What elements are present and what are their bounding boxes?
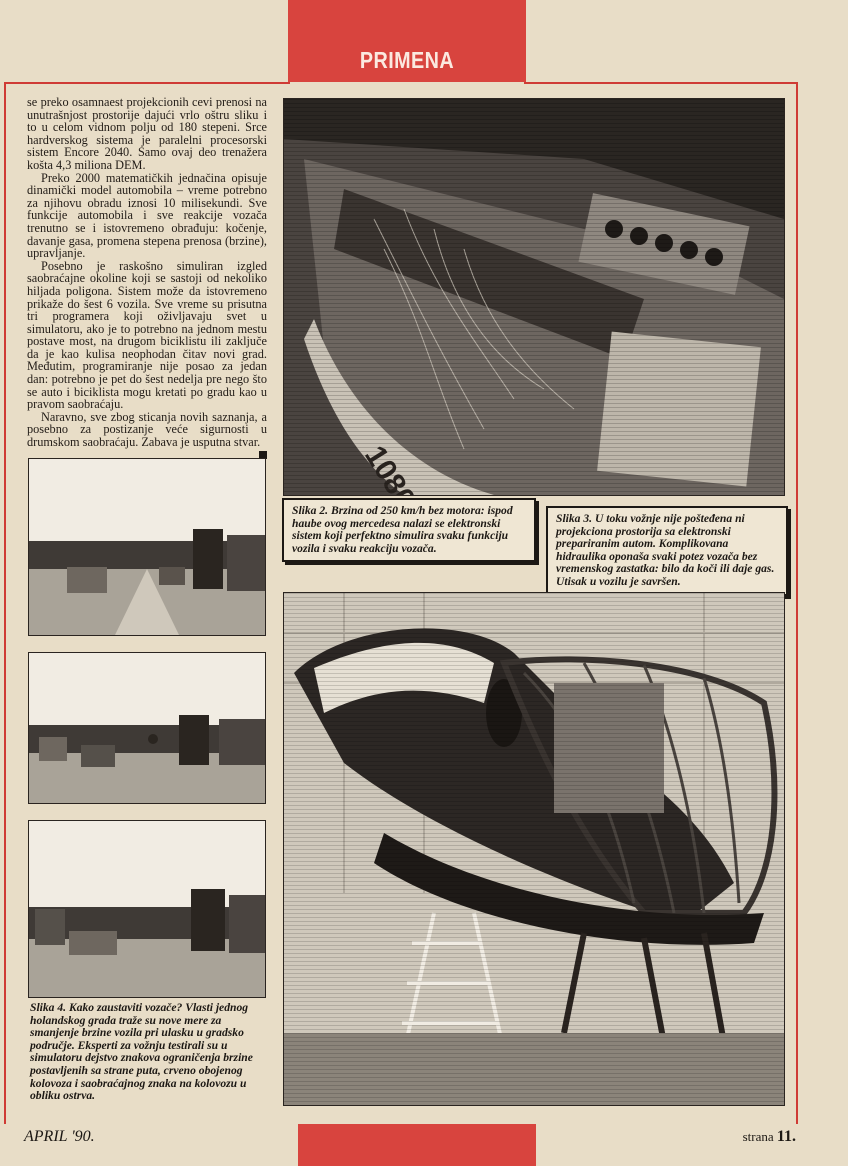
- section-header-banner: [288, 0, 526, 82]
- issue-date: APRIL '90.: [24, 1128, 95, 1145]
- photo-engine-bay: [283, 98, 785, 496]
- article-paragraph: Posebno je raskošno simuliran izgled saobraćajne okoline koji se sastoji od nekoliko hiljada poligona. Sistem može da istovremeno prikaže do šest 6 vozila. Sve vreme su prisutna tri programera koji oživljavaju svet u simulatoru, ako je to potrebno na jednom mestu postave most, na drugom biciklistu ili zaključe da je kao kulisa neophodan čitav novi grad. Međutim, programiranje nije posao za jedan dan: potrebno je pet do šest nedelja pre nego što se auto i biciklista mogu kretati po gradu kao u pravom saobraćaju.: [27, 258, 267, 412]
- footer-banner: [298, 1124, 536, 1166]
- article-body: [27, 96, 267, 459]
- photo-simulated-street-1: [28, 458, 266, 636]
- article-paragraph: Naravno, sve zbog sticanja novih saznanja, a posebno za postizanje veće sigurnosti u drumskom saobraćaju. Zabava je usputna stvar.: [27, 411, 267, 449]
- caption-slika-4: Slika 4. Kako zaustaviti vozače? Vlasti jednog holandskog grada traže su nove mere za smanjenje brzine vozila pri ulasku u gradsko područje. Eksperti za vožnju testirali su u simulatoru dejstvo znakova ograničenja brzine postavljenih sa strane puta, crveno obojenog kolovoza i saobraćajnog znaka na kolovozu u obliku ostrva.: [30, 1001, 253, 1103]
- article-paragraph: se preko osamnaest projekcionih cevi prenosi na unutrašnjost prostorije dajući vrlo oštru sliku i to u celom vidnom polju od 180 stepeni. Srce hardverskog sistema je paralelni procesorski sistem Encore 2040. Samo ovaj deo trenažera košta 4,3 miliona DEM.: [27, 95, 267, 172]
- photo-simulated-street-2: [28, 652, 266, 804]
- caption-slika-3: Slika 3. U toku vožnje nije pošteđena ni projekciona prostorija sa elektronski prepariranim autom. Komplikovana hidraulika oponaša svaki potez vozača bez vremenskog zastatka: bilo da koči ili daje gas. Utisak u vozilu je savršen.: [546, 506, 788, 596]
- frame-line: [4, 84, 6, 1124]
- photo-simulated-street-3: [28, 820, 266, 998]
- frame-line: [796, 84, 798, 1124]
- caption-slika-2: Slika 2. Brzina od 250 km/h bez motora: ispod haube ovog mercedesa nalazi se elektronski sistem koji perfektno simulira svaku funkciju vozila i svaku reakciju vozača.: [282, 498, 536, 562]
- article-paragraph: Preko 2000 matematičkih jednačina opisuje dinamički model automobila – vreme potrebno za njihovu obradu iznosi 10 milisekundi. Sve funkcije automobila i sve reakcije vozača trenutno se i istovremeno obrađuju: kočenje, davanje gasa, promena stepena prenosa (brzine), upravljanje.: [27, 170, 267, 261]
- page-number: strana 11.: [742, 1128, 796, 1145]
- section-title: PRIMENA: [359, 47, 455, 73]
- photo-motion-platform: [283, 592, 785, 1106]
- frame-line: [524, 82, 798, 84]
- frame-line: [4, 82, 290, 84]
